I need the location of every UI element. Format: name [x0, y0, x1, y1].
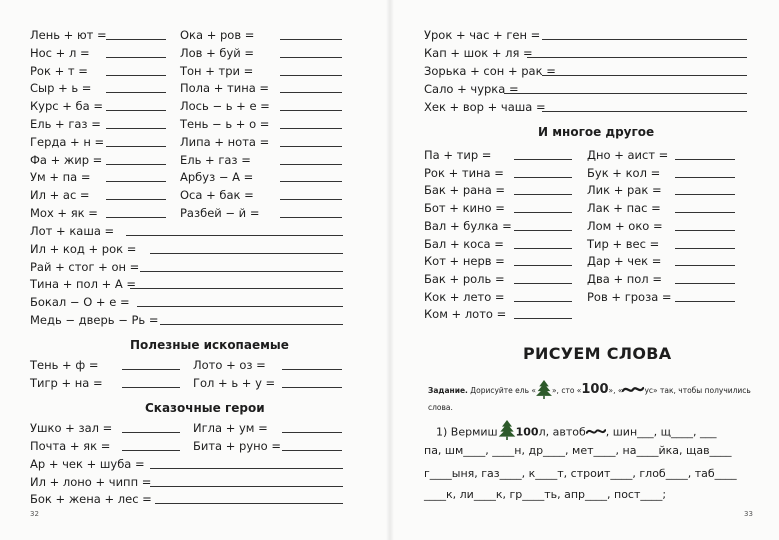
- exercise-expression: Два + пол =: [587, 271, 662, 286]
- word-line: г____ыня, газ____, к____т, строит____, глоб____, таб____: [424, 467, 737, 480]
- exercise-expression: Ров + гроза =: [587, 289, 672, 304]
- answer-line: [106, 146, 166, 147]
- answer-line: [106, 181, 166, 182]
- exercise-expression: Тень + ф =: [30, 358, 99, 372]
- answer-line: [140, 271, 343, 272]
- exercise-expression: Тон + три =: [180, 63, 254, 78]
- answer-line: [675, 248, 735, 249]
- exercise-expression: Игла + ум =: [193, 421, 268, 435]
- answer-line: [106, 75, 166, 76]
- answer-line: [280, 181, 342, 182]
- exercise-expression: Лик + рак =: [587, 183, 662, 198]
- exercise-expression: Рай + стог + он =: [30, 259, 140, 274]
- exercise-expression: Тина + пол + А =: [30, 277, 137, 292]
- exercise-expression: Лото + оз =: [193, 358, 266, 372]
- exercise-expression: Тень − ь + о =: [180, 117, 270, 131]
- answer-line: [280, 75, 342, 76]
- word-fragment: , шин___, щ____, ___: [605, 425, 717, 439]
- exercise-expression: Бок + жена + лес =: [30, 492, 152, 506]
- exercise-expression: Лак + пас =: [587, 201, 661, 216]
- answer-line: [282, 369, 342, 370]
- answer-line: [137, 306, 343, 307]
- answer-line: [122, 387, 180, 388]
- exercise-expression: Дар + чек =: [587, 254, 662, 269]
- exercise-expression: Сало + чурка =: [424, 82, 519, 96]
- answer-line: [514, 301, 572, 302]
- answer-line: [122, 432, 180, 433]
- exercise-expression: Ком + лото =: [424, 307, 507, 322]
- exercise-expression: Разбей − й =: [180, 206, 260, 220]
- exercise-expression: Ока + ров =: [180, 28, 255, 42]
- answer-line: [675, 194, 735, 195]
- answer-line: [106, 110, 166, 111]
- exercise-expression: Арбуз − А =: [180, 170, 254, 185]
- page-number: 32: [30, 510, 39, 518]
- answer-line: [280, 199, 342, 200]
- answer-line: [126, 235, 343, 236]
- answer-line: [675, 230, 735, 231]
- answer-line: [282, 450, 342, 451]
- exercise-expression: Ум + па =: [30, 170, 91, 185]
- answer-line: [282, 387, 342, 388]
- answer-line: [150, 468, 343, 469]
- word-line: ____к, ли____к, гр____ть, апр____, пост____;: [424, 488, 667, 501]
- answer-line: [514, 230, 572, 231]
- answer-line: [542, 75, 747, 76]
- answer-line: [675, 177, 735, 178]
- exercise-expression: Бак + роль =: [424, 271, 505, 286]
- exercise-expression: Курс + ба =: [30, 99, 103, 114]
- answer-line: [106, 57, 166, 58]
- exercise-expression: Тигр + на =: [30, 376, 103, 390]
- answer-line: [122, 450, 180, 451]
- task-text: », «: [608, 386, 623, 395]
- exercise-expression: Па + тир =: [424, 148, 492, 162]
- answer-line: [130, 288, 343, 289]
- exercise-expression: Дно + аист =: [587, 148, 669, 162]
- answer-line: [282, 432, 342, 433]
- section-heading: Полезные ископаемые: [130, 338, 289, 352]
- answer-line: [106, 199, 166, 200]
- answer-line: [280, 57, 342, 58]
- exercise-expression: Лов + буй =: [180, 45, 255, 60]
- answer-line: [280, 39, 342, 40]
- exercise-expression: Медь − дверь − Рь =: [30, 313, 159, 327]
- answer-line: [122, 369, 180, 370]
- answer-line: [280, 217, 342, 218]
- answer-line: [514, 283, 572, 284]
- task-text: », сто «: [551, 386, 582, 395]
- answer-line: [106, 92, 166, 93]
- answer-line: [106, 39, 166, 40]
- exercise-expression: Лот + каша =: [30, 224, 115, 238]
- answer-line: [675, 265, 735, 266]
- answer-line: [280, 146, 342, 147]
- exercise-expression: Рок + т =: [30, 63, 88, 78]
- answer-line: [542, 39, 747, 40]
- exercise-expression: Ар + чек + шуба =: [30, 457, 145, 471]
- answer-line: [280, 128, 342, 129]
- answer-line: [504, 93, 747, 94]
- exercise-expression: Ель + газ =: [30, 117, 101, 131]
- answer-line: [514, 318, 572, 319]
- answer-line: [514, 212, 572, 213]
- answer-line: [155, 503, 343, 504]
- answer-line: [514, 194, 572, 195]
- exercise-expression: Ил + ас =: [30, 188, 90, 203]
- exercise-expression: Бита + руно =: [193, 439, 282, 453]
- mustache-icon: [622, 385, 644, 397]
- exercise-expression: Кап + шок + ля =: [424, 46, 533, 60]
- exercise-expression: Бот + кино =: [424, 201, 505, 216]
- right-page: [392, 0, 779, 540]
- section-heading: Сказочные герои: [145, 401, 265, 415]
- exercise-expression: Ил + код + рок =: [30, 241, 137, 256]
- exercise-expression: Фа + жир =: [30, 152, 103, 167]
- exercise-expression: Пола + тина =: [180, 81, 270, 96]
- exercise-expression: Урок + час + ген =: [424, 28, 541, 42]
- answer-line: [675, 283, 735, 284]
- answer-line: [150, 486, 343, 487]
- exercise-expression: Ушко + зал =: [30, 421, 113, 435]
- task-label: Задание.: [428, 386, 468, 395]
- exercise-expression: Кок + лето =: [424, 289, 505, 304]
- mustache-icon: [586, 425, 606, 441]
- task-text: ус» так, чтобы получились слова.: [428, 386, 751, 412]
- hundred-label: 100: [581, 382, 609, 397]
- answer-line: [280, 110, 342, 111]
- exercise-expression: Бокал − О + е =: [30, 295, 130, 310]
- answer-line: [106, 217, 166, 218]
- fir-tree-icon: [536, 380, 552, 402]
- page-title: РИСУЕМ СЛОВА: [523, 344, 672, 363]
- exercise-expression: Герда + н =: [30, 134, 105, 149]
- word-line: па, шм____, ____н, др____, мет____, на____йка, щав____: [424, 444, 732, 457]
- task-instruction: [428, 380, 758, 413]
- exercise-expression: Липа + нота =: [180, 134, 270, 149]
- page-number: 33: [744, 510, 753, 518]
- exercise-expression: Ил + лоно + чипп =: [30, 474, 152, 489]
- exercise-expression: Бак + рана =: [424, 183, 506, 198]
- exercise-expression: Лом + око =: [587, 218, 663, 233]
- exercise-expression: Бук + кол =: [587, 165, 661, 180]
- exercise-expression: Оса + бак =: [180, 188, 254, 203]
- task-text: Дорисуйте ель «: [470, 386, 536, 395]
- word-line: [436, 420, 717, 445]
- exercise-expression: Лось − ь + е =: [180, 99, 270, 114]
- answer-line: [542, 111, 747, 112]
- answer-line: [514, 248, 572, 249]
- answer-line: [514, 159, 572, 160]
- exercise-expression: Сыр + ь =: [30, 81, 92, 96]
- exercise-expression: Мох + як =: [30, 206, 98, 220]
- exercise-expression: Зорька + сон + рак =: [424, 64, 556, 78]
- answer-line: [280, 164, 342, 165]
- exercise-expression: Хек + вор + чаша =: [424, 100, 546, 114]
- answer-line: [106, 164, 166, 165]
- exercise-expression: Тир + вес =: [587, 236, 660, 251]
- exercise-expression: Нос + л =: [30, 45, 90, 60]
- section-heading: И многое другое: [538, 125, 655, 139]
- exercise-expression: Кот + нерв =: [424, 254, 505, 269]
- exercise-expression: Вал + булка =: [424, 218, 512, 233]
- answer-line: [514, 265, 572, 266]
- exercise-expression: Бал + коса =: [424, 236, 504, 251]
- hundred-label: 100: [515, 425, 539, 439]
- answer-line: [675, 301, 735, 302]
- answer-line: [675, 212, 735, 213]
- answer-line: [675, 159, 735, 160]
- answer-line: [160, 324, 343, 325]
- answer-line: [106, 128, 166, 129]
- left-page: [0, 0, 388, 540]
- answer-line: [150, 253, 343, 254]
- answer-line: [280, 92, 342, 93]
- exercise-expression: Рок + тина =: [424, 165, 504, 180]
- answer-line: [527, 57, 747, 58]
- exercise-expression: Лень + ют =: [30, 28, 107, 42]
- word-fragment: 1) Вермиш: [436, 425, 498, 439]
- exercise-expression: Гол + ь + у =: [193, 376, 276, 390]
- answer-line: [514, 177, 572, 178]
- exercise-expression: Почта + як =: [30, 439, 111, 453]
- fir-tree-icon: [498, 420, 516, 445]
- exercise-expression: Ель + газ =: [180, 152, 251, 167]
- word-fragment: л, автоб: [538, 425, 586, 439]
